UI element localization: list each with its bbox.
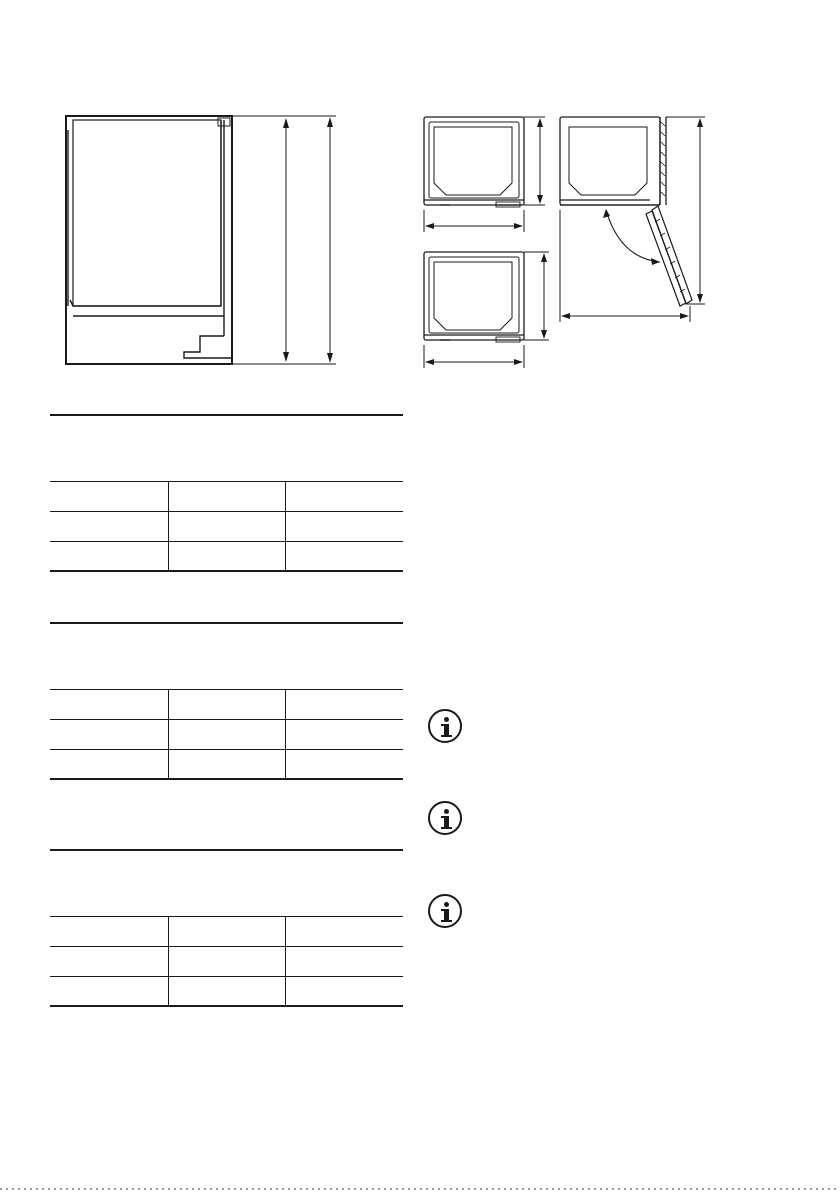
info-note-3 (428, 894, 462, 928)
page-bottom-border (0, 1188, 840, 1190)
info-note-2 (428, 801, 462, 835)
section-rule (50, 414, 403, 416)
info-icon (428, 894, 462, 928)
dimension-section-2 (50, 622, 403, 782)
dimension-table (50, 481, 403, 571)
info-note-1 (428, 709, 462, 743)
door-open-drawing (0, 0, 840, 400)
section-rule (50, 849, 403, 851)
section-rule (50, 622, 403, 624)
dimension-section-1 (50, 414, 403, 574)
dimension-table (50, 689, 403, 779)
info-icon (428, 801, 462, 835)
dimension-section-3 (50, 849, 403, 1009)
info-icon (428, 709, 462, 743)
dimension-table (50, 916, 403, 1006)
